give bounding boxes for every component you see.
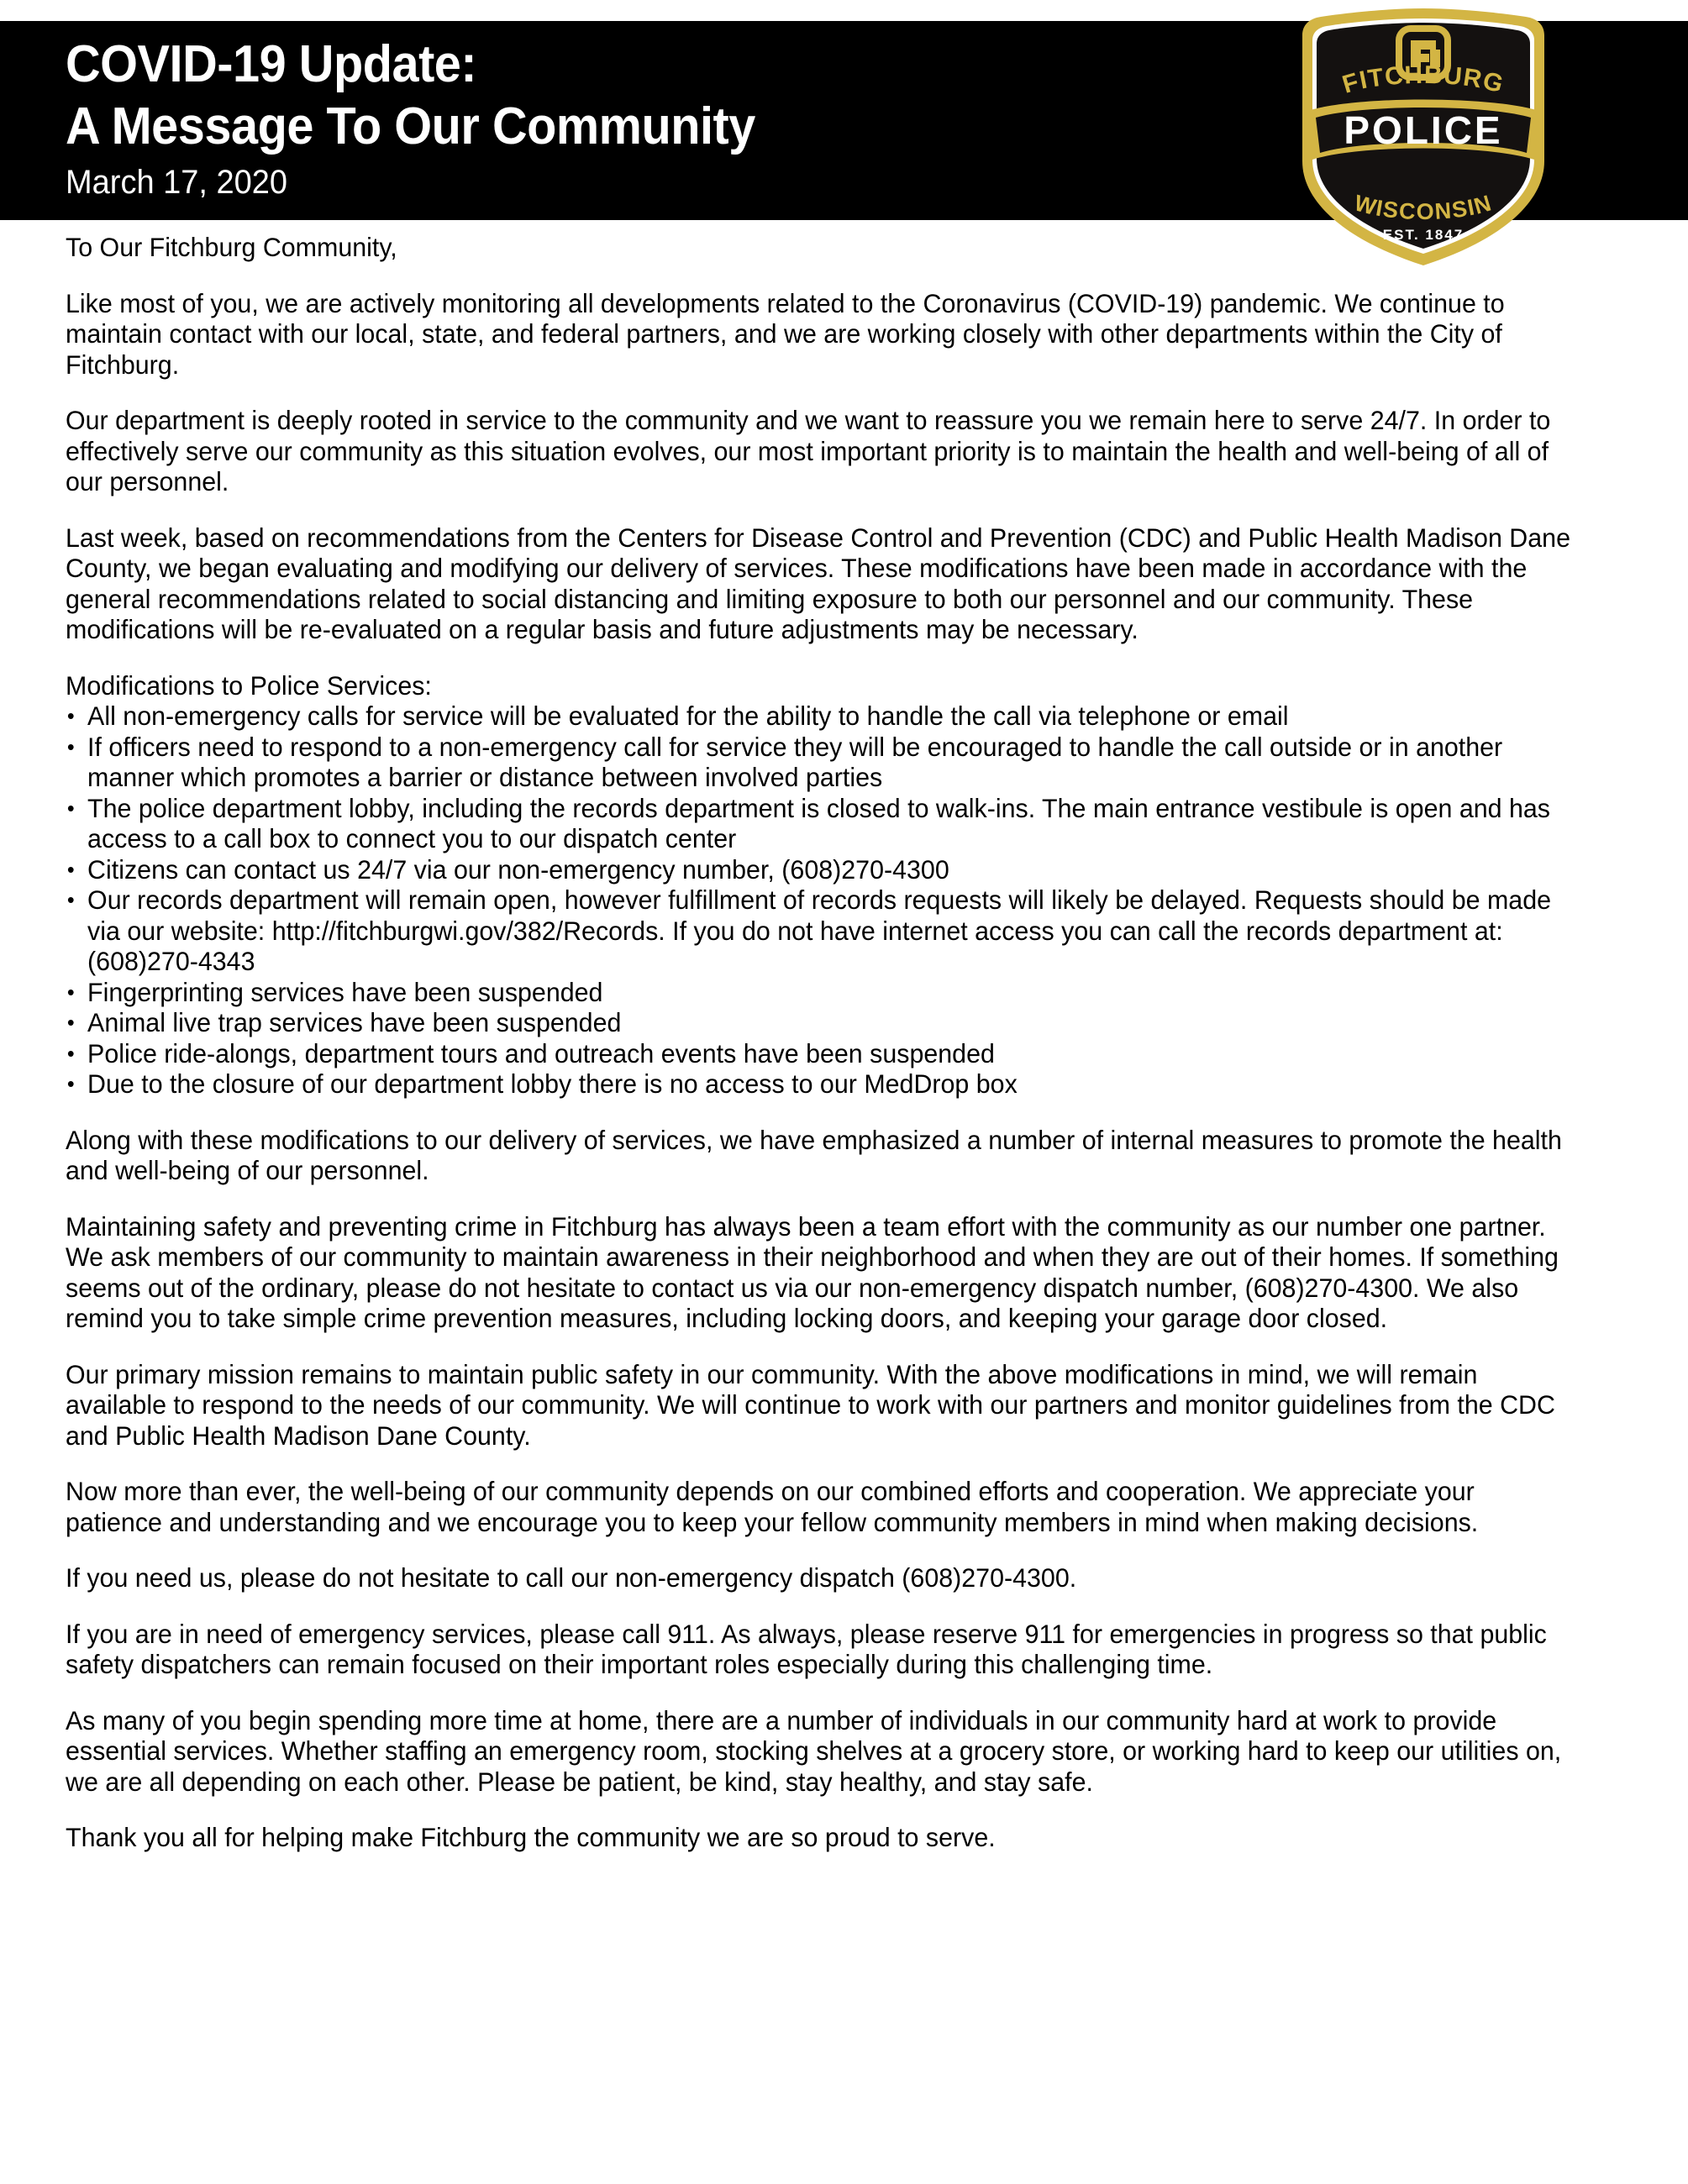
letter-body — [66, 232, 1628, 1853]
letter-paragraph-4: Along with these modifications to our delivery of services, we have emphasized a number of internal measures to promote the health and well-being of our personnel. — [66, 1124, 1562, 1185]
list-item: • Fingerprinting services have been suspended — [66, 977, 1574, 1008]
page-title-line-1: COVID-19 Update: — [66, 35, 477, 93]
list-item: • Due to the closure of our department lobby there is no access to our MedDrop box — [66, 1068, 1574, 1100]
list-item: • Police ride-alongs, department tours and outreach events have been suspended — [66, 1038, 1574, 1069]
modifications-heading: Modifications to Police Services: — [66, 669, 432, 701]
page-title-line-2: A Message To Our Community — [66, 97, 755, 155]
letter-paragraph-8: If you need us, please do not hesitate to call our non-emergency dispatch (608)270-4300. — [66, 1562, 1077, 1593]
badge-wisconsin-text: WISCONSIN — [1351, 190, 1496, 225]
letter-paragraph-7: Now more than ever, the well-being of our community depends on our combined efforts and cooperation. We appreciate your patience and understanding and we encourage you to keep your fellow community members in mind when making decisions. — [66, 1476, 1479, 1537]
letter-paragraph-10: As many of you begin spending more time at home, there are a number of individuals in our community hard at work to provide essential services. Whether staffing an emergency room, stocking shelves at a grocery store, or working hard to keep our utilities on, we are all depending on each other. Please be patient, be kind, stay healthy, and stay safe. — [66, 1704, 1562, 1797]
list-item: • All non-emergency calls for service will be evaluated for the ability to handle the call via telephone or email — [66, 701, 1574, 732]
list-item: • If officers need to respond to a non-emergency call for service they will be encouraged to handle the call outside or in another manner which promotes a barrier or distance between involved parties — [66, 732, 1574, 793]
badge-police-band — [1307, 100, 1539, 160]
header-title-group — [66, 34, 807, 202]
modifications-list — [66, 701, 1628, 1100]
badge-police-text: POLICE — [1344, 108, 1503, 152]
letter-paragraph-9: If you are in need of emergency services, please call 911. As always, please reserve 911 for emergencies in progress so that public safety dispatchers can remain focused on their important roles especially during this challenging time. — [66, 1618, 1547, 1679]
document-date: March 17, 2020 — [66, 164, 288, 201]
letter-salutation: To Our Fitchburg Community, — [66, 232, 397, 262]
letter-paragraph-1: Like most of you, we are actively monitoring all developments related to the Coronavirus (COVID-19) pandemic. We continue to maintain contact with our local, state, and federal partners, and we are working closely with other departments within the City of Fitchburg. — [66, 287, 1505, 380]
badge-established-text: EST. 1847 — [1382, 227, 1465, 243]
list-item: • Our records department will remain open, however fulfillment of records requests will likely be delayed. Requests should be made via our website: http://fitchburgwi.gov/382/Records. If you do not have internet access you can call the records department at: (608)270-4343 — [66, 885, 1574, 977]
list-item: • Citizens can contact us 24/7 via our non-emergency number, (608)270-4300 — [66, 854, 1574, 885]
list-item: • Animal live trap services have been suspended — [66, 1007, 1574, 1038]
fitchburg-police-badge-logo — [1289, 2, 1558, 270]
letter-paragraph-6: Our primary mission remains to maintain public safety in our community. With the above modifications in mind, we will remain available to respond to the needs of our community. We will continue to work with our partners and monitor guidelines from the CDC and Public Health Madison Dane County. — [66, 1358, 1555, 1451]
list-item: • The police department lobby, including the records department is closed to walk-ins. The main entrance vestibule is open and has access to a call box to connect you to our dispatch center — [66, 793, 1574, 854]
letter-paragraph-2: Our department is deeply rooted in service to the community and we want to reassure you we remain here to serve 24/7. In order to effectively serve our community as this situation evolves, our most important priority is to maintain the health and well-being of all of our personnel. — [66, 405, 1551, 496]
badge-fitchburg-text: FITCHBURG — [1338, 60, 1507, 99]
letter-paragraph-5: Maintaining safety and preventing crime in Fitchburg has always been a team effort with the community as our number one partner. We ask members of our community to maintain awareness in their neighborhood and when they are out of their homes. If something seems out of the ordinary, please do not hesitate to contact us via our non-emergency dispatch number, (608)270-4300. We also remind you to take simple crime prevention measures, including locking doors, and keeping your garage door closed. — [66, 1210, 1559, 1333]
letter-paragraph-3: Last week, based on recommendations from the Centers for Disease Control and Prevention (CDC) and Public Health Madison Dane County, we began evaluating and modifying our delivery of services. These modifications have been made in accordance with the general recommendations related to social distancing and limiting exposure to both our personnel and our community. These modifications will be re-evaluated on a regular basis and future adjustments may be necessary. — [66, 522, 1570, 644]
letter-closing: Thank you all for helping make Fitchburg the community we are so proud to serve. — [66, 1822, 996, 1852]
